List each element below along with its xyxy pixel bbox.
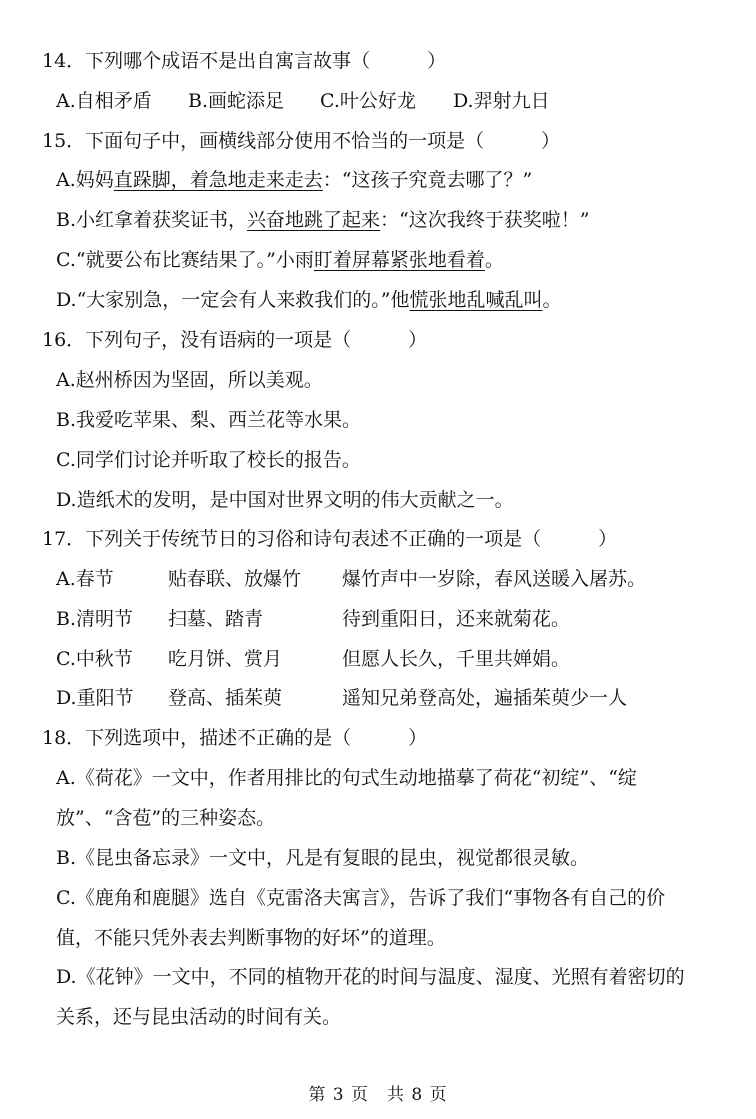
question-16-stem: 16．下列句子，没有语病的一项是（ ）: [42, 329, 428, 351]
question-18-option-b: B.《昆虫备忘录》一文中，凡是有复眼的昆虫，视觉都很灵敏。: [56, 847, 590, 869]
poem-d: 遥知兄弟登高处，遍插茱萸少一人: [342, 687, 628, 709]
poem-b: 待到重阳日，还来就菊花。: [342, 608, 571, 630]
question-16-option-d: D.造纸术的发明，是中国对世界文明的伟大贡献之一。: [56, 489, 514, 511]
custom-a: 贴春联、放爆竹: [168, 568, 302, 590]
option-d-prefix: D.“大家别急，一定会有人来救我们的。”他: [56, 289, 410, 311]
question-18-option-a-line1: A.《荷花》一文中，作者用排比的句式生动地描摹了荷花“初绽”、“绽: [56, 767, 637, 789]
question-18-option-c-line2: 值，不能只凭外表去判断事物的好坏”的道理。: [56, 927, 446, 949]
question-18-option-d-line1: D.《花钟》一文中，不同的植物开花的时间与温度、湿度、光照有着密切的: [56, 966, 685, 988]
option-a-prefix: A.妈妈: [56, 169, 114, 191]
question-14-option-a: A.自相矛盾: [56, 90, 152, 112]
question-14-option-b: B.画蛇添足: [188, 90, 285, 112]
question-17-stem: 17．下列关于传统节日的习俗和诗句表述不正确的一项是（ ）: [42, 528, 618, 550]
poem-c: 但愿人长久，千里共婵娟。: [342, 648, 571, 670]
question-14-stem: 14．下列哪个成语不是出自寓言故事（ ）: [42, 50, 447, 72]
option-d-underlined: 慌张地乱喊乱叫: [409, 289, 543, 311]
question-14-option-c: C.叶公好龙: [320, 90, 416, 112]
question-18-option-a-line2: 放”、“含苞”的三种姿态。: [56, 807, 276, 829]
option-a-underlined: 直跺脚，着急地走来走去: [113, 169, 323, 191]
option-d-suffix: 。: [542, 289, 562, 311]
custom-c: 吃月饼、赏月: [168, 648, 283, 670]
question-18-option-c-line1: C.《鹿角和鹿腿》选自《克雷洛夫寓言》，告诉了我们“事物各有自己的价: [56, 887, 666, 909]
option-c-prefix: C.“就要公布比赛结果了。”小雨: [56, 249, 314, 271]
question-16-option-a: A.赵州桥因为坚固，所以美观。: [56, 369, 323, 391]
festival-b: B.清明节: [56, 608, 134, 630]
option-b-suffix: ：“这次我终于获奖啦！”: [380, 209, 590, 231]
question-16-option-b: B.我爱吃苹果、梨、西兰花等水果。: [56, 409, 362, 431]
custom-b: 扫墓、踏青: [168, 608, 264, 630]
question-18-option-d-line2: 关系，还与昆虫活动的时间有关。: [56, 1006, 342, 1028]
question-15-option-b: [56, 208, 589, 232]
question-18-stem: 18．下列选项中，描述不正确的是（ ）: [42, 727, 428, 749]
option-a-suffix: ：“这孩子究竟去哪了？”: [322, 169, 533, 191]
page-footer: 第 3 页 共 8 页: [308, 1085, 448, 1105]
poem-a: 爆竹声中一岁除，春风送暖入屠苏。: [342, 568, 647, 590]
option-c-underlined: 盯着屏幕紧张地看着: [313, 249, 485, 271]
festival-c: C.中秋节: [56, 648, 133, 670]
custom-d: 登高、插茱萸: [168, 687, 283, 709]
festival-a: A.春节: [56, 568, 114, 590]
question-15-stem: 15．下面句子中，画横线部分使用不恰当的一项是（ ）: [42, 130, 561, 152]
festival-d: D.重阳节: [56, 687, 134, 709]
option-b-prefix: B.小红拿着获奖证书，: [56, 209, 248, 231]
option-c-suffix: 。: [484, 249, 504, 271]
question-15-option-c: [56, 248, 504, 272]
option-b-underlined: 兴奋地跳了起来: [247, 209, 381, 231]
question-14-option-d: D.羿射九日: [453, 90, 550, 112]
question-15-option-d: [56, 288, 562, 312]
question-15-option-a: [56, 168, 532, 192]
question-16-option-c: C.同学们讨论并听取了校长的报告。: [56, 449, 361, 471]
